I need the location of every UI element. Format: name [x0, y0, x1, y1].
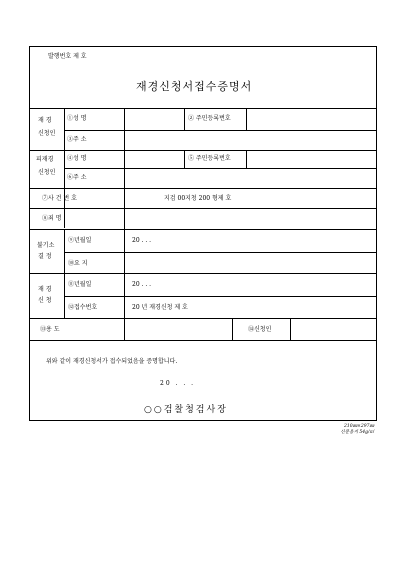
non-prosecution-summary-label: ⑩요 지 [68, 260, 88, 267]
rule [29, 150, 377, 151]
respondent-id-label: ⑤ 주민등록번호 [188, 155, 231, 162]
case-number-label: ⑦사 건 번 호 [42, 195, 77, 202]
purpose-applicant-label: ⑭신청인 [248, 326, 272, 333]
respondent-name-label: ④성 명 [67, 155, 87, 162]
non-prosecution-label-2: 결 정 [38, 253, 52, 260]
respondent-label-2: 신청인 [38, 169, 56, 176]
purpose-label: ⑬용 도 [40, 326, 60, 333]
signatory: ○○검찰청검사장 [144, 405, 228, 415]
rule [64, 108, 65, 228]
applicant-label-1: 재 경 [38, 117, 52, 124]
rule [64, 229, 65, 318]
rule [29, 318, 377, 319]
reappeal-date-label: ⑪년월일 [68, 281, 92, 288]
rule [64, 296, 377, 297]
rule [64, 168, 377, 169]
non-prosecution-date-value: 20 . . . [132, 237, 152, 244]
paper-weight: 신문용지 54g/㎡ [340, 430, 374, 435]
applicant-name-label: ①성 명 [67, 115, 87, 122]
rule [290, 318, 291, 340]
certification-statement: 위와 같이 재경신청서가 접수되었음을 증명합니다. [46, 358, 178, 365]
charge-label: ⑧죄 명 [42, 215, 62, 222]
rule [64, 252, 377, 253]
rule [29, 108, 377, 109]
reappeal-date-value: 20 . . . [132, 281, 152, 288]
applicant-label-2: 신청인 [38, 130, 56, 137]
reappeal-label-2: 신 청 [38, 297, 52, 304]
paper-size: 210㎜×297㎜ [344, 424, 374, 429]
case-number-value: 지검 00지청 200 형제 호 [164, 195, 232, 202]
rule [64, 130, 377, 131]
paper-size-note [341, 424, 374, 436]
respondent-address-label: ⑥주 소 [67, 174, 87, 181]
reappeal-label-1: 재 경 [38, 286, 52, 293]
rule [184, 150, 185, 168]
receipt-number-value: 20 년 재경신청 제 호 [132, 304, 188, 311]
rule [29, 273, 377, 274]
rule [246, 108, 247, 130]
issue-number: 발행번호 제 호 [48, 53, 87, 60]
respondent-label-1: 피재경 [36, 156, 54, 163]
non-prosecution-date-label: ⑨년월일 [68, 237, 92, 244]
rule [124, 108, 125, 340]
rule [29, 229, 377, 230]
document-title: 재경신청서접수증명서 [136, 80, 253, 93]
certification-date: 20 . . . [160, 380, 196, 387]
rule [232, 318, 233, 340]
rule [29, 188, 377, 189]
rule [184, 108, 185, 130]
rule [29, 208, 377, 209]
applicant-id-label: ② 주민등록번호 [188, 115, 231, 122]
receipt-number-label: ⑫접수번호 [68, 304, 98, 311]
rule [29, 340, 377, 341]
applicant-address-label: ③주 소 [67, 136, 87, 143]
rule [246, 150, 247, 168]
non-prosecution-label-1: 불기소 [37, 242, 55, 249]
